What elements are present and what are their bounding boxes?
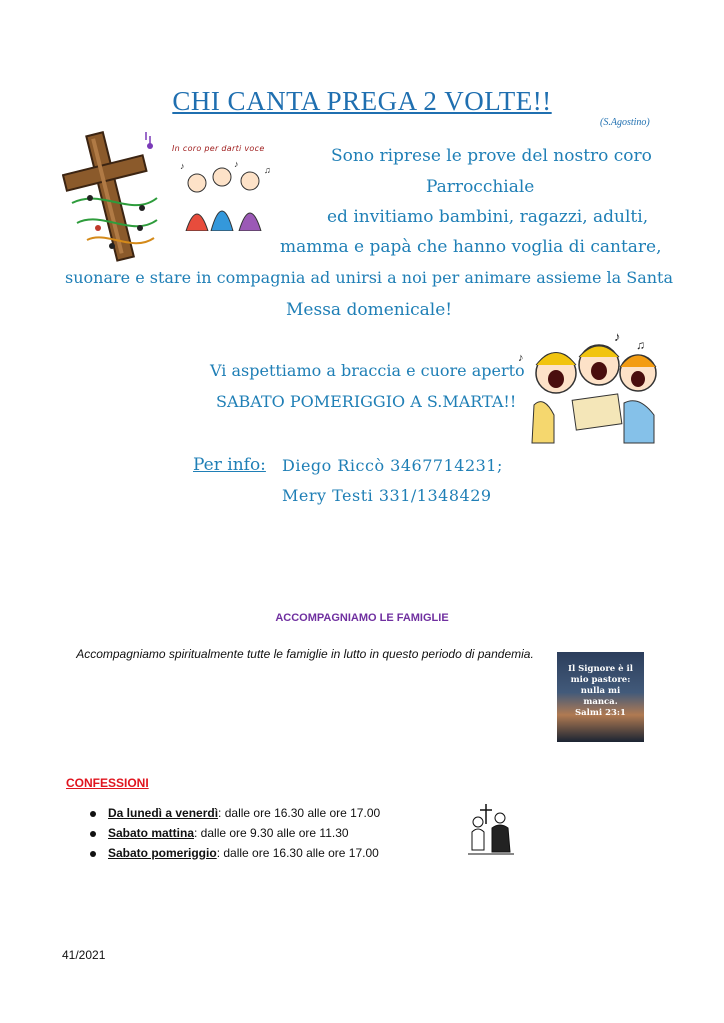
psalm-card-ref: Salmi 23:1 xyxy=(575,708,626,718)
confession-time-item xyxy=(90,826,349,840)
confession-hours: : dalle ore 16.30 alle ore 17.00 xyxy=(218,806,381,820)
contact-mery: Mery Testi 331/1348429 xyxy=(282,486,492,505)
svg-text:♪: ♪ xyxy=(234,159,239,169)
svg-text:♫: ♫ xyxy=(636,338,645,352)
bullet-icon xyxy=(90,851,96,857)
confessions-heading: CONFESSIONI xyxy=(66,776,149,790)
confession-hours: : dalle ore 16.30 alle ore 17.00 xyxy=(216,846,379,860)
intro-line-3: ed invitiamo bambini, ragazzi, adulti, xyxy=(327,207,649,227)
attribution: (S.Agostino) xyxy=(600,117,650,128)
invite-line-2: SABATO POMERIGGIO A S.MARTA!! xyxy=(216,392,517,411)
psalm-card-text: Il Signore è il mio pastore: nulla mi manca. xyxy=(568,664,633,707)
intro-line-1: Sono riprese le prove del nostro coro xyxy=(331,146,652,166)
confession-hours: : dalle ore 9.30 alle ore 11.30 xyxy=(194,826,349,840)
svg-text:♪: ♪ xyxy=(518,352,524,364)
intro-line-5: suonare e stare in compagnia ad unirsi a noi per animare assieme la Santa xyxy=(65,268,674,287)
bullet-icon xyxy=(90,811,96,817)
confession-day: Sabato mattina xyxy=(108,826,195,840)
confession-day: Sabato pomeriggio xyxy=(108,846,217,860)
contact-diego: Diego Riccò 3467714231; xyxy=(282,456,503,475)
cross-with-music-notes-icon xyxy=(62,128,162,263)
page-number: 41/2021 xyxy=(62,948,106,962)
intro-line-2: Parrocchiale xyxy=(426,177,535,197)
confession-time-item xyxy=(90,806,380,820)
svg-text:♪: ♪ xyxy=(614,329,621,344)
confession-time-item xyxy=(90,846,379,860)
singing-children-icon xyxy=(514,325,664,445)
choir-banner-text: In coro per darti voce xyxy=(172,144,265,153)
intro-line-4: mamma e papà che hanno voglia di cantare, xyxy=(280,237,662,257)
invite-line-1: Vi aspettiamo a braccia e cuore aperto xyxy=(210,361,525,380)
choir-banner-image xyxy=(172,144,284,234)
choir-children-icon xyxy=(172,153,284,231)
psalm-card-image xyxy=(557,652,644,742)
confession-scene-icon xyxy=(466,802,516,857)
intro-line-6: Messa domenicale! xyxy=(286,300,453,320)
confession-day: Da lunedì a venerdì xyxy=(108,806,219,820)
families-heading: ACCOMPAGNIAMO LE FAMIGLIE xyxy=(275,612,449,624)
bullet-icon xyxy=(90,831,96,837)
svg-text:♪: ♪ xyxy=(180,161,185,171)
info-label: Per info: xyxy=(193,455,266,475)
page-title: CHI CANTA PREGA 2 VOLTE!! xyxy=(172,86,552,116)
families-text: Accompagniamo spiritualmente tutte le famiglie in lutto in questo periodo di pandemia. xyxy=(76,647,534,661)
svg-text:♫: ♫ xyxy=(264,165,271,175)
